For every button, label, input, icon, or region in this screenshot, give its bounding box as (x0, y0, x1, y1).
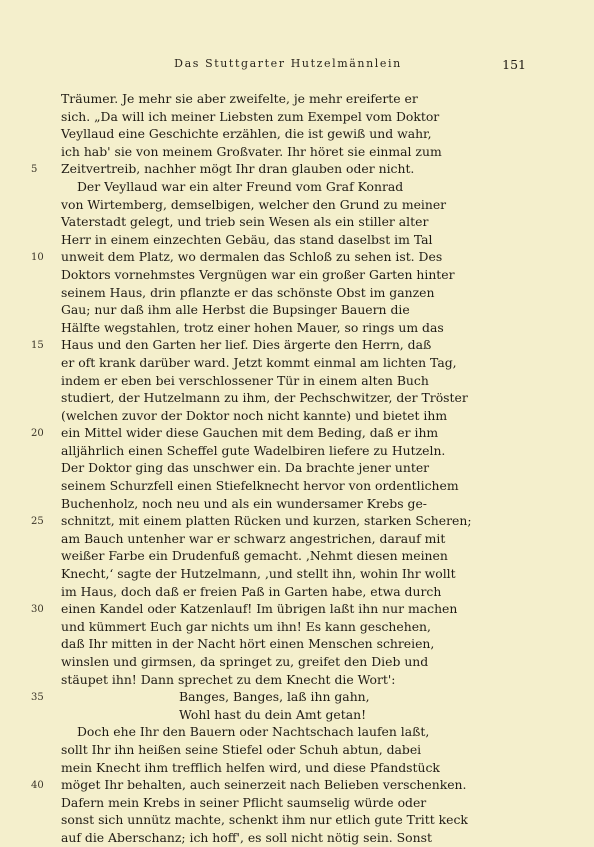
text-line (61, 459, 531, 477)
line-text: ich hab' sie von meinem Großvater. Ihr höret sie einmal zum (61, 143, 442, 159)
line-text: mein Knecht ihm trefflich helfen wird, und diese Pfandstück (61, 759, 440, 775)
line-number: 20 (31, 428, 44, 440)
text-line (61, 266, 531, 284)
line-text: studiert, der Hutzelmann zu ihm, der Pechschwitzer, der Tröster (61, 390, 468, 406)
line-text: ein Mittel wider diese Gauchen mit dem Beding, daß er ihm (61, 425, 439, 441)
line-text: Zeitvertreib, nachher mögt Ihr dran glauben oder nicht. (61, 161, 415, 177)
page-header (50, 57, 526, 75)
text-line (61, 723, 531, 741)
text-line (31, 424, 531, 442)
line-text: alljährlich einen Scheffel gute Wadelbiren liefere zu Hutzeln. (61, 442, 446, 458)
text-line (61, 530, 531, 548)
line-text: winslen und girmsen, da springet zu, greifet den Dieb und (61, 654, 429, 669)
text-line (61, 178, 531, 196)
line-text: unweit dem Platz, wo dermalen das Schloß zu sehen ist. Des (61, 249, 443, 265)
text-line (61, 565, 531, 583)
text-line (61, 372, 531, 390)
text-line (61, 442, 531, 460)
line-text: er oft krank darüber ward. Jetzt kommt einmal am lichten Tag, (61, 354, 457, 370)
line-text: Gau; nur daß ihm alle Herbst die Bupsinger Bauern die (61, 302, 410, 318)
line-text: Doktors vornehmstes Vergnügen war ein großer Garten hinter (61, 266, 455, 282)
line-text: seinem Haus, drin pflanzte er das schönste Obst im ganzen (61, 284, 435, 300)
text-line (61, 284, 531, 302)
line-number: 30 (31, 604, 44, 616)
text-line (61, 811, 531, 829)
text-line (61, 671, 531, 689)
line-text: Träumer. Je mehr sie aber zweifelte, je mehr ereiferte er (61, 91, 418, 106)
body-text (31, 90, 531, 847)
text-line (61, 618, 531, 636)
line-text: Veyllaud eine Geschichte erzählen, die ist gewiß und wahr, (61, 126, 432, 142)
text-line (61, 354, 531, 372)
line-text: einen Kandel oder Katzenlauf! Im übrigen laßt ihn nur machen (61, 601, 458, 617)
text-line (61, 794, 531, 812)
line-number: 10 (31, 252, 44, 264)
line-text: Der Veyllaud war ein alter Freund vom Graf Konrad (77, 178, 404, 194)
text-line (61, 741, 531, 759)
text-line (61, 547, 531, 565)
line-text: sich. „Da will ich meiner Liebsten zum Exempel vom Doktor (61, 108, 440, 124)
text-line (61, 90, 531, 108)
text-line (31, 160, 531, 178)
text-line (61, 125, 531, 143)
line-number: 40 (31, 780, 44, 792)
text-line (31, 776, 531, 794)
text-line (61, 108, 531, 126)
page-number: 151 (502, 57, 526, 72)
text-line (61, 653, 531, 671)
line-text: sollt Ihr ihn heißen seine Stiefel oder Schuh abtun, dabei (61, 741, 422, 757)
verse-line (61, 706, 531, 724)
verse-line (31, 688, 531, 706)
line-text: sonst sich unnütz machte, schenkt ihm nur etlich gute Tritt keck (61, 812, 468, 828)
line-text: auf die Aberschanz; ich hoff', es soll nicht nötig sein. Sonst (61, 829, 432, 845)
line-text: am Bauch untenher war er schwarz angestrichen, darauf mit (61, 530, 446, 546)
text-line (61, 196, 531, 214)
running-title: Das Stuttgarter Hutzelmännlein (174, 57, 402, 70)
text-line (61, 319, 531, 337)
text-line (31, 248, 531, 266)
line-text: Knecht,‘ sagte der Hutzelmann, ‚und stellt ihn, wohin Ihr wollt (61, 566, 456, 582)
text-line (61, 301, 531, 319)
text-line (61, 213, 531, 231)
line-number: 25 (31, 516, 44, 528)
text-line (31, 512, 531, 530)
text-line (61, 389, 531, 407)
line-text: Der Doktor ging das unschwer ein. Da brachte jener unter (61, 460, 430, 476)
line-text: stäupet ihn! Dann sprechet zu dem Knecht die Wort': (61, 671, 396, 687)
line-text: Buchenholz, noch neu und als ein wundersamer Krebs ge- (61, 495, 427, 511)
line-text: Wohl hast du dein Amt getan! (179, 706, 367, 722)
line-text: Herr in einem einzechten Gebäu, das stand daselbst im Tal (61, 231, 433, 247)
line-text: Doch ehe Ihr den Bauern oder Nachtschach laufen laßt, (77, 724, 430, 740)
line-text: von Wirtemberg, demselbigen, welcher den Grund zu meiner (61, 196, 447, 212)
text-line (61, 495, 531, 513)
line-text: Haus und den Garten her lief. Dies ärgerte den Herrn, daß (61, 337, 432, 353)
line-text: indem er eben bei verschlossener Tür in einem alten Buch (61, 372, 429, 388)
line-text: weißer Farbe ein Drudenfuß gemacht. ‚Nehmt diesen meinen (61, 548, 448, 564)
line-text: Dafern mein Krebs in seiner Pflicht saumselig würde oder (61, 794, 427, 810)
line-text: Hälfte wegstahlen, trotz einer hohen Mauer, so rings um das (61, 319, 444, 335)
line-text: Vaterstadt gelegt, und trieb sein Wesen als ein stiller alter (61, 214, 429, 230)
text-line (31, 336, 531, 354)
line-number: 35 (31, 692, 44, 704)
text-line (61, 477, 531, 495)
text-line (61, 583, 531, 601)
text-line (61, 759, 531, 777)
line-text: im Haus, doch daß er freien Paß in Garten habe, etwa durch (61, 583, 442, 599)
line-number: 15 (31, 340, 44, 352)
line-text: seinem Schurzfell einen Stiefelknecht hervor von ordentlichem (61, 478, 459, 494)
text-line (61, 829, 531, 847)
text-line (31, 600, 531, 618)
line-text: Banges, Banges, laß ihn gahn, (179, 689, 370, 705)
line-text: (welchen zuvor der Doktor noch nicht kannte) und bietet ihm (61, 407, 448, 423)
line-text: schnitzt, mit einem platten Rücken und kurzen, starken Scheren; (61, 513, 472, 529)
text-line (61, 407, 531, 425)
text-line (61, 231, 531, 249)
line-text: und kümmert Euch gar nichts um ihn! Es kann geschehen, (61, 618, 431, 634)
line-text: daß Ihr mitten in der Nacht hört einen Menschen schreien, (61, 636, 435, 652)
text-line (61, 635, 531, 653)
text-line (61, 143, 531, 161)
line-number: 5 (31, 164, 38, 176)
line-text: möget Ihr behalten, auch seinerzeit nach Belieben verschenken. (61, 777, 467, 793)
